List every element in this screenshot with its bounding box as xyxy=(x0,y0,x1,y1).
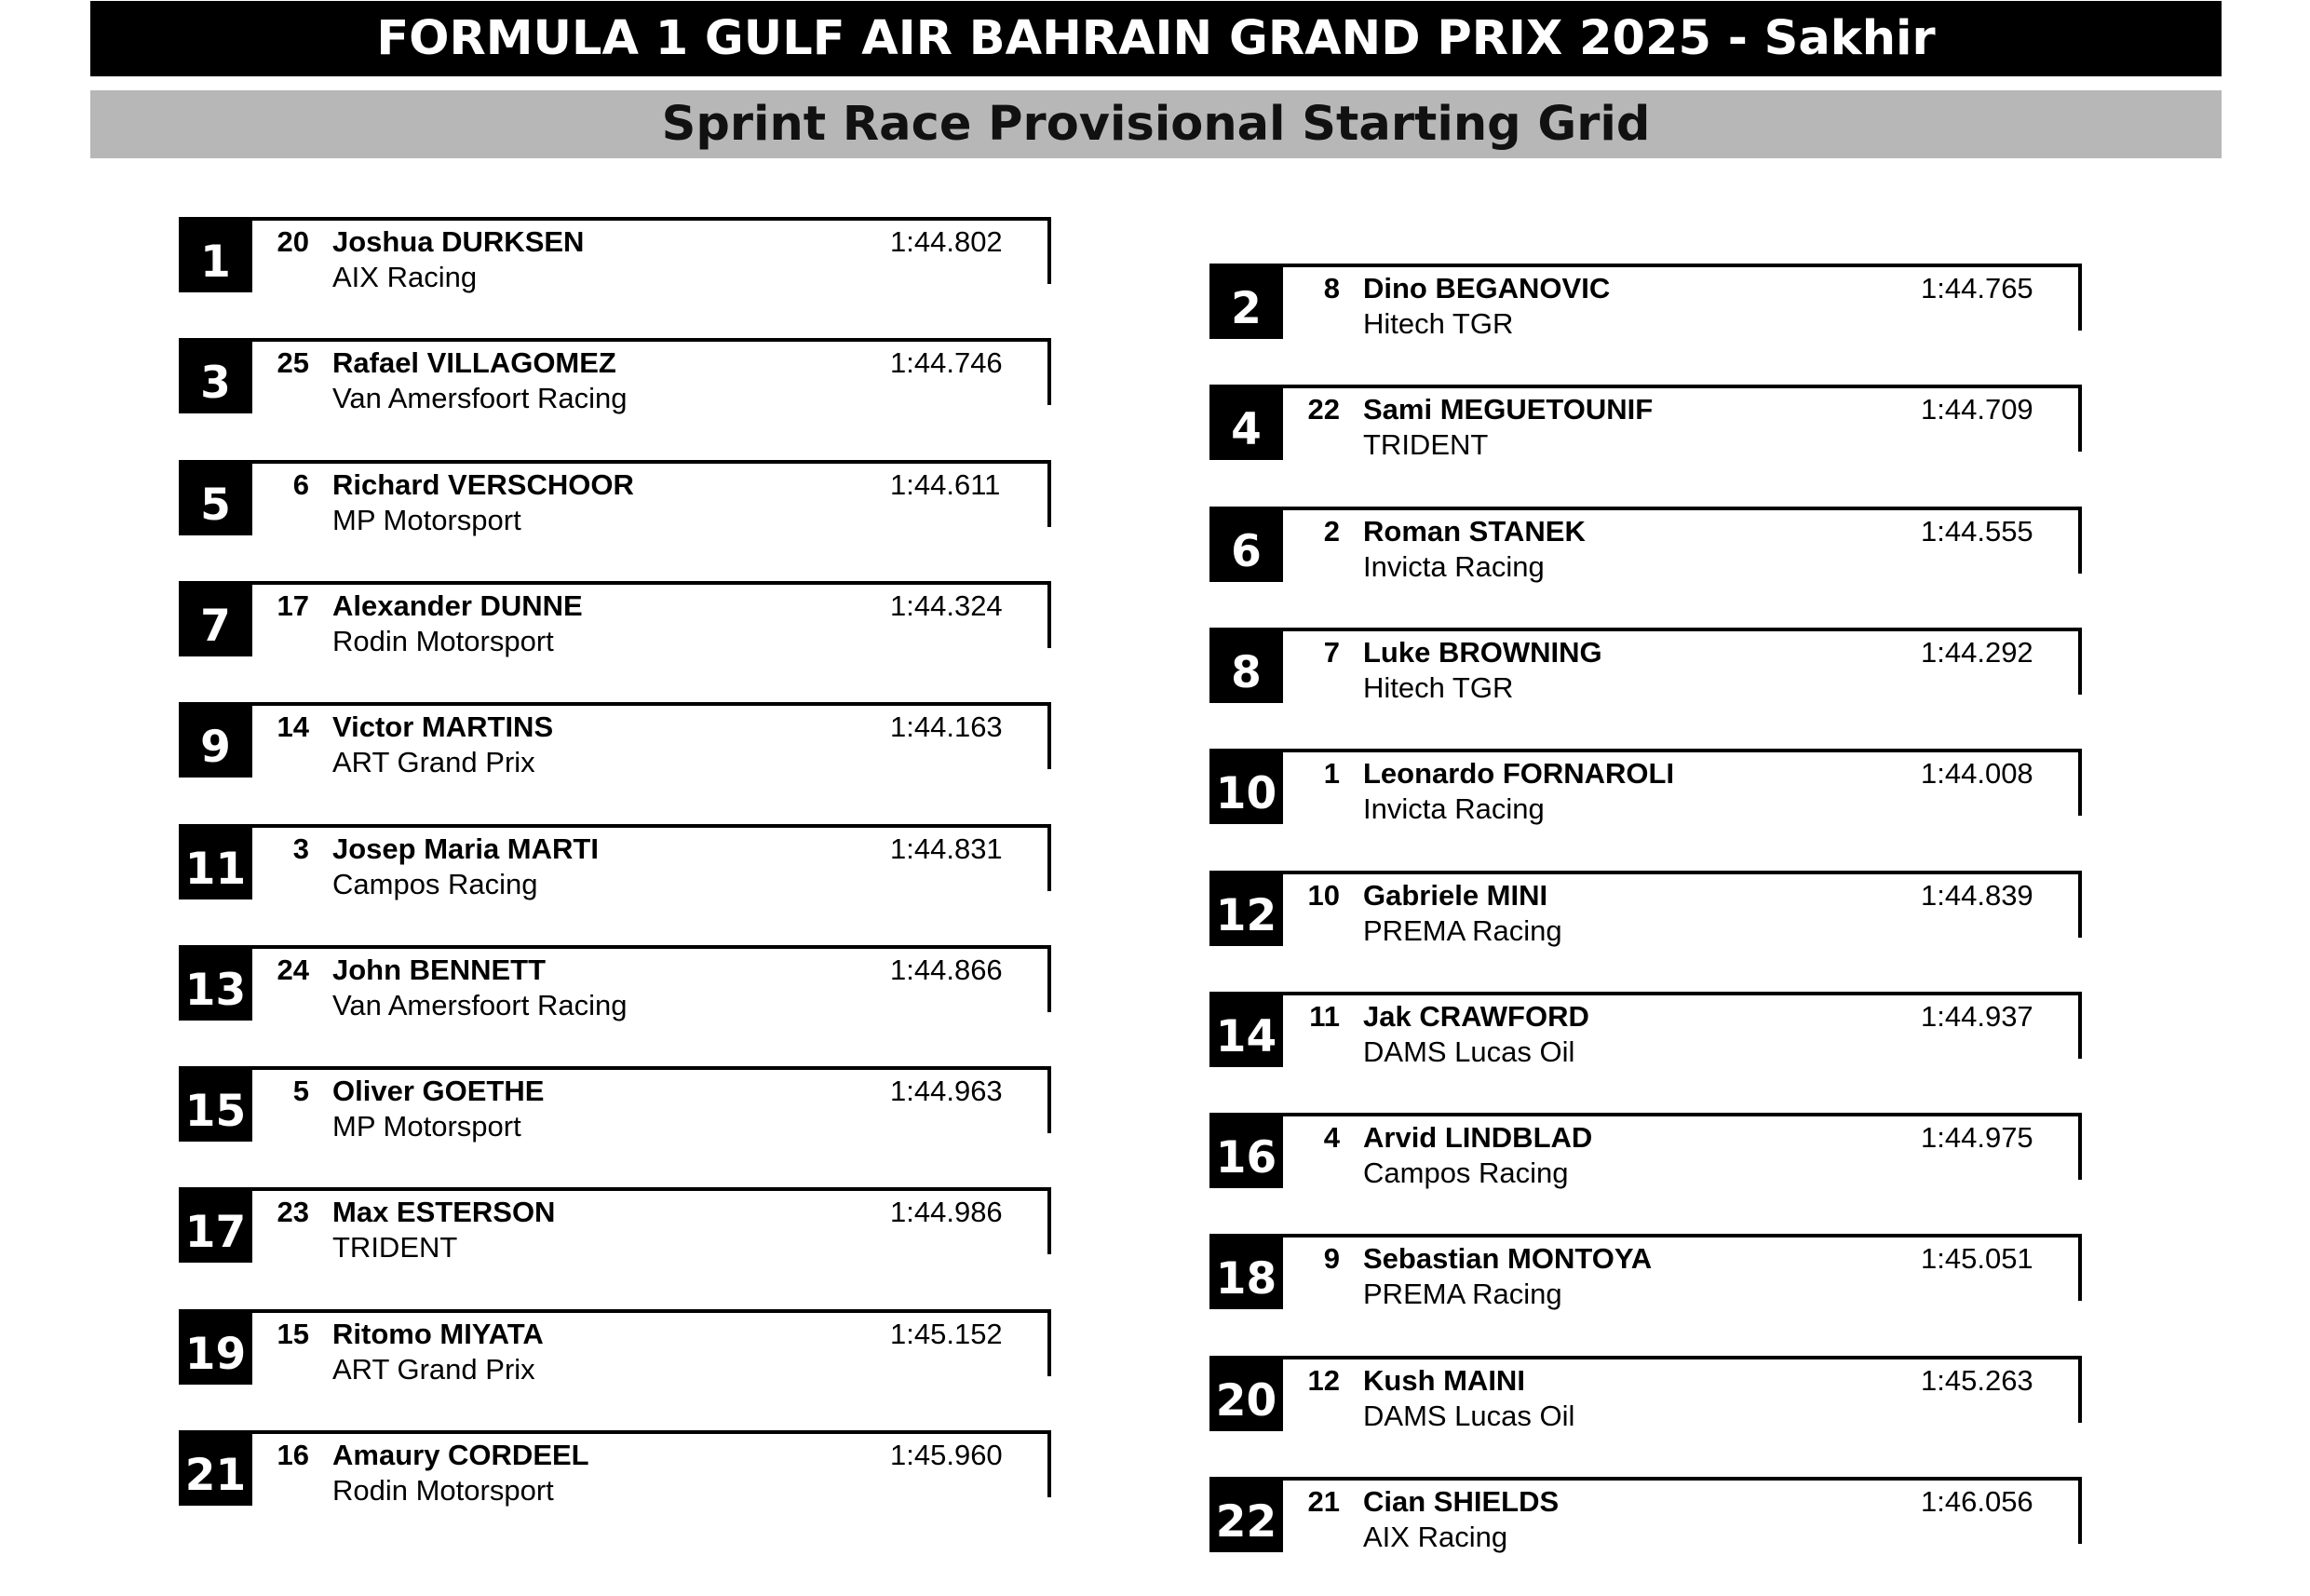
driver-name: Oliver GOETHE xyxy=(332,1075,545,1108)
entry-frame-top xyxy=(1283,871,2082,874)
entry-frame-right xyxy=(1047,1187,1051,1254)
car-number: 6 xyxy=(292,467,309,501)
grid-position: 2 xyxy=(1209,264,1283,339)
lap-time: 1:44.555 xyxy=(1921,514,2033,548)
team-name: Campos Racing xyxy=(332,867,538,900)
grid-position: 8 xyxy=(1209,628,1283,703)
car-number: 10 xyxy=(1307,878,1340,912)
grid-position: 13 xyxy=(179,945,252,1021)
grid-position: 19 xyxy=(179,1309,252,1385)
grid-position: 20 xyxy=(1209,1356,1283,1431)
grid-position: 4 xyxy=(1209,385,1283,460)
grid-position: 22 xyxy=(1209,1477,1283,1552)
team-name: DAMS Lucas Oil xyxy=(1363,1035,1575,1068)
grid-entry xyxy=(1209,628,2082,703)
driver-name: Kush MAINI xyxy=(1363,1363,1525,1397)
driver-name: Ritomo MIYATA xyxy=(332,1317,544,1350)
car-number: 21 xyxy=(1307,1485,1340,1518)
grid-entry xyxy=(1209,264,2082,339)
grid-entry xyxy=(1209,385,2082,460)
entry-frame-top xyxy=(1283,1234,2082,1238)
entry-frame-top xyxy=(1283,749,2082,752)
grid-position: 7 xyxy=(179,581,252,656)
driver-name: Joshua DURKSEN xyxy=(332,225,585,258)
entry-frame-top xyxy=(1283,385,2082,388)
grid-position: 5 xyxy=(179,460,252,535)
grid-entry xyxy=(179,460,1051,535)
lap-time: 1:44.008 xyxy=(1921,757,2033,791)
grid-position: 11 xyxy=(179,824,252,899)
team-name: Van Amersfoort Racing xyxy=(332,988,628,1021)
entry-frame-top xyxy=(252,1066,1051,1070)
grid-position: 10 xyxy=(1209,749,1283,824)
entry-frame-top xyxy=(252,338,1051,342)
lap-time: 1:44.866 xyxy=(890,953,1003,986)
grid-position: 21 xyxy=(179,1430,252,1506)
lap-time: 1:44.963 xyxy=(890,1075,1003,1108)
car-number: 5 xyxy=(292,1075,309,1108)
car-number: 9 xyxy=(1323,1242,1340,1276)
grid-entry xyxy=(1209,507,2082,582)
entry-frame-right xyxy=(2078,264,2082,331)
car-number: 12 xyxy=(1307,1363,1340,1397)
team-name: ART Grand Prix xyxy=(332,1352,535,1386)
team-name: Rodin Motorsport xyxy=(332,624,554,657)
entry-frame-top xyxy=(1283,264,2082,267)
lap-time: 1:44.986 xyxy=(890,1196,1003,1229)
driver-name: Leonardo FORNAROLI xyxy=(1363,757,1675,791)
entry-frame-right xyxy=(1047,460,1051,527)
grid-entry xyxy=(1209,871,2082,946)
lap-time: 1:44.831 xyxy=(890,832,1003,865)
team-name: MP Motorsport xyxy=(332,503,521,536)
entry-frame-top xyxy=(252,460,1051,464)
entry-frame-right xyxy=(2078,1234,2082,1301)
driver-name: Arvid LINDBLAD xyxy=(1363,1121,1593,1155)
car-number: 15 xyxy=(277,1317,309,1350)
grid-entry xyxy=(179,338,1051,413)
entry-frame-right xyxy=(1047,824,1051,891)
entry-frame-right xyxy=(1047,945,1051,1012)
team-name: DAMS Lucas Oil xyxy=(1363,1399,1575,1432)
car-number: 23 xyxy=(277,1196,309,1229)
car-number: 24 xyxy=(277,953,309,986)
entry-frame-right xyxy=(1047,1309,1051,1376)
team-name: MP Motorsport xyxy=(332,1110,521,1143)
grid-entry xyxy=(1209,1477,2082,1552)
grid-position: 14 xyxy=(1209,992,1283,1067)
grid-position: 3 xyxy=(179,338,252,413)
driver-name: Max ESTERSON xyxy=(332,1196,556,1229)
entry-frame-right xyxy=(2078,1477,2082,1544)
lap-time: 1:44.163 xyxy=(890,710,1003,744)
lap-time: 1:44.611 xyxy=(890,467,1001,501)
driver-name: Roman STANEK xyxy=(1363,514,1586,548)
lap-time: 1:44.746 xyxy=(890,346,1003,380)
grid-entry xyxy=(179,1066,1051,1142)
team-name: Invicta Racing xyxy=(1363,549,1545,583)
entry-frame-top xyxy=(1283,1477,2082,1481)
entry-frame-right xyxy=(1047,338,1051,405)
team-name: Campos Racing xyxy=(1363,1156,1569,1190)
driver-name: Amaury CORDEEL xyxy=(332,1439,589,1471)
lap-time: 1:46.056 xyxy=(1921,1485,2033,1518)
car-number: 22 xyxy=(1307,393,1340,426)
driver-name: Victor MARTINS xyxy=(332,710,554,744)
driver-name: Dino BEGANOVIC xyxy=(1363,272,1611,304)
grid-entry xyxy=(179,945,1051,1021)
grid-position: 18 xyxy=(1209,1234,1283,1309)
grid-entry xyxy=(1209,992,2082,1067)
lap-time: 1:44.975 xyxy=(1921,1121,2033,1155)
team-name: Van Amersfoort Racing xyxy=(332,382,628,415)
lap-time: 1:45.051 xyxy=(1921,1242,2033,1276)
car-number: 17 xyxy=(277,588,309,622)
entry-frame-right xyxy=(2078,385,2082,452)
document-title: FORMULA 1 GULF AIR BAHRAIN GRAND PRIX 2025 - Sakhir xyxy=(90,1,2222,76)
lap-time: 1:44.709 xyxy=(1921,393,2033,426)
entry-frame-top xyxy=(252,217,1051,221)
driver-name: John BENNETT xyxy=(332,953,547,986)
entry-frame-right xyxy=(2078,1113,2082,1180)
car-number: 1 xyxy=(1323,757,1340,791)
entry-frame-top xyxy=(252,581,1051,585)
lap-time: 1:44.292 xyxy=(1921,635,2033,669)
driver-name: Sami MEGUETOUNIF xyxy=(1363,393,1654,426)
entry-frame-right xyxy=(1047,1430,1051,1497)
grid-entry xyxy=(1209,1234,2082,1309)
car-number: 2 xyxy=(1323,514,1340,548)
entry-frame-top xyxy=(1283,507,2082,510)
team-name: Rodin Motorsport xyxy=(332,1474,554,1507)
car-number: 11 xyxy=(1309,999,1340,1033)
entry-frame-right xyxy=(2078,871,2082,938)
car-number: 7 xyxy=(1323,635,1340,669)
team-name: ART Grand Prix xyxy=(332,746,535,779)
team-name: PREMA Racing xyxy=(1363,913,1562,947)
driver-name: Jak CRAWFORD xyxy=(1363,999,1589,1033)
grid-entry xyxy=(1209,749,2082,824)
grid-position: 12 xyxy=(1209,871,1283,946)
entry-frame-top xyxy=(252,1430,1051,1434)
lap-time: 1:44.324 xyxy=(890,588,1003,622)
grid-entry xyxy=(179,1430,1051,1506)
team-name: Hitech TGR xyxy=(1363,670,1514,704)
driver-name: Alexander DUNNE xyxy=(332,588,583,622)
entry-frame-top xyxy=(252,702,1051,706)
lap-time: 1:44.937 xyxy=(1921,999,2033,1033)
entry-frame-top xyxy=(1283,628,2082,631)
entry-frame-right xyxy=(1047,702,1051,769)
grid-position: 6 xyxy=(1209,507,1283,582)
entry-frame-right xyxy=(2078,507,2082,574)
driver-name: Luke BROWNING xyxy=(1363,635,1602,669)
grid-position: 9 xyxy=(179,702,252,778)
grid-position: 17 xyxy=(179,1187,252,1263)
entry-frame-top xyxy=(1283,992,2082,995)
entry-frame-top xyxy=(252,1309,1051,1313)
entry-frame-right xyxy=(1047,217,1051,284)
lap-time: 1:45.263 xyxy=(1921,1363,2033,1397)
entry-frame-right xyxy=(2078,1356,2082,1423)
driver-name: Richard VERSCHOOR xyxy=(332,467,634,501)
car-number: 8 xyxy=(1323,272,1340,304)
grid-entry xyxy=(1209,1356,2082,1431)
car-number: 20 xyxy=(277,225,309,258)
lap-time: 1:44.802 xyxy=(890,225,1003,258)
document-subtitle: Sprint Race Provisional Starting Grid xyxy=(90,90,2222,158)
driver-name: Rafael VILLAGOMEZ xyxy=(332,346,616,380)
team-name: TRIDENT xyxy=(1363,428,1489,462)
entry-frame-top xyxy=(252,824,1051,828)
entry-frame-top xyxy=(1283,1113,2082,1116)
lap-time: 1:44.839 xyxy=(1921,878,2033,912)
grid-entry xyxy=(179,1187,1051,1263)
driver-name: Sebastian MONTOYA xyxy=(1363,1242,1653,1276)
team-name: TRIDENT xyxy=(332,1231,458,1265)
car-number: 3 xyxy=(292,832,309,865)
entry-frame-top xyxy=(1283,1356,2082,1359)
entry-frame-right xyxy=(1047,1066,1051,1133)
car-number: 4 xyxy=(1323,1121,1340,1155)
lap-time: 1:44.765 xyxy=(1921,272,2033,304)
grid-position: 15 xyxy=(179,1066,252,1142)
entry-frame-right xyxy=(2078,749,2082,816)
grid-position: 16 xyxy=(1209,1113,1283,1188)
lap-time: 1:45.960 xyxy=(890,1439,1003,1471)
grid-position: 1 xyxy=(179,217,252,292)
driver-name: Josep Maria MARTI xyxy=(332,832,599,865)
car-number: 16 xyxy=(277,1439,309,1471)
driver-name: Gabriele MINI xyxy=(1363,878,1548,912)
grid-entry xyxy=(1209,1113,2082,1188)
grid-entry xyxy=(179,1309,1051,1385)
entry-frame-right xyxy=(2078,628,2082,695)
team-name: PREMA Racing xyxy=(1363,1278,1562,1311)
driver-name: Cian SHIELDS xyxy=(1363,1485,1560,1518)
lap-time: 1:45.152 xyxy=(890,1317,1003,1350)
grid-entry xyxy=(179,581,1051,656)
team-name: AIX Racing xyxy=(1363,1521,1508,1553)
entry-frame-right xyxy=(1047,581,1051,648)
entry-frame-right xyxy=(2078,992,2082,1059)
team-name: Invicta Racing xyxy=(1363,792,1545,826)
grid-entry xyxy=(179,217,1051,292)
grid-entry xyxy=(179,824,1051,899)
entry-frame-top xyxy=(252,945,1051,949)
grid-entry xyxy=(179,702,1051,778)
team-name: AIX Racing xyxy=(332,261,478,293)
car-number: 25 xyxy=(277,346,309,380)
entry-frame-top xyxy=(252,1187,1051,1191)
car-number: 14 xyxy=(277,710,309,744)
team-name: Hitech TGR xyxy=(1363,307,1514,340)
